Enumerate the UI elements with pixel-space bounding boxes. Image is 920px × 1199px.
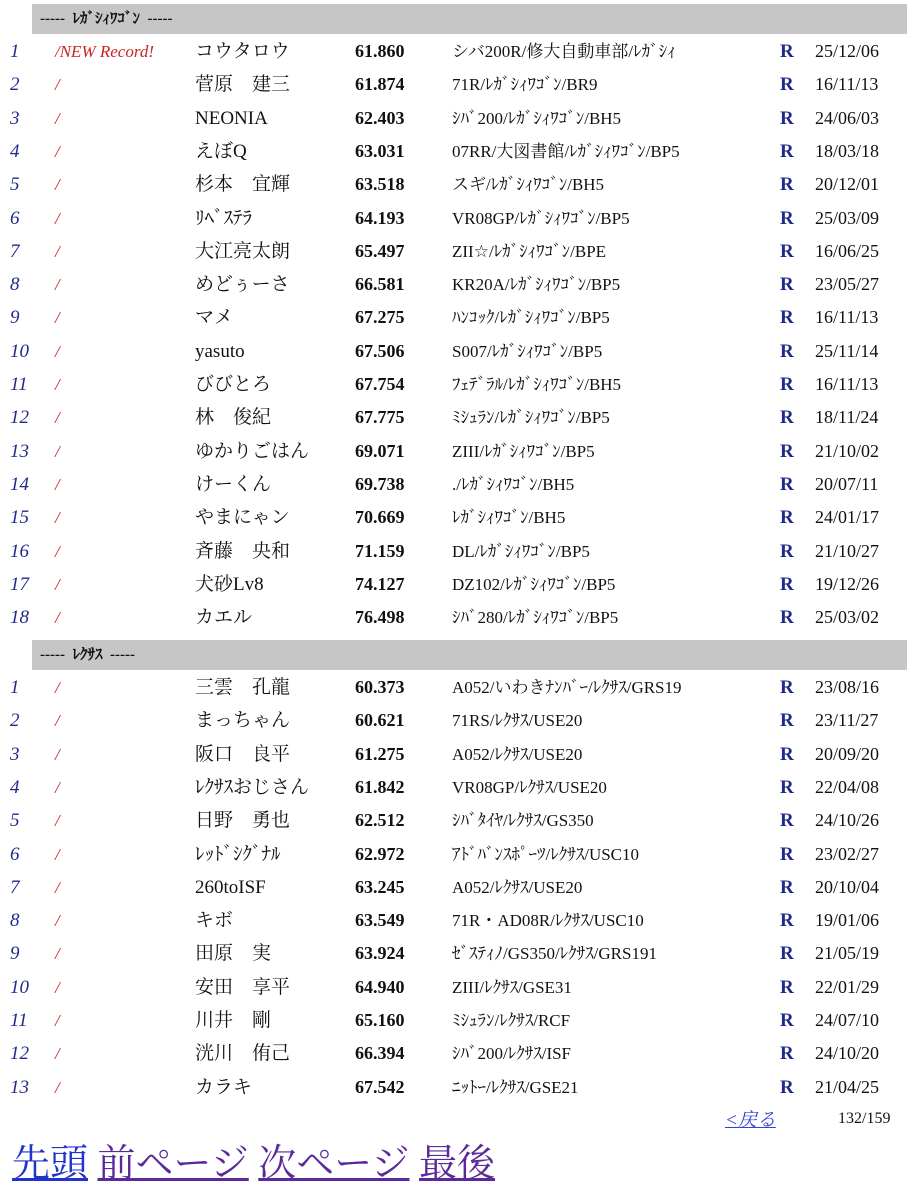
record-date: 20/09/20: [815, 743, 880, 764]
r-mark: R: [780, 976, 794, 998]
record-note: /: [55, 541, 60, 561]
record-note: /: [55, 744, 60, 764]
rank-number: 13: [10, 440, 29, 462]
rank-number: 11: [10, 1010, 28, 1031]
ranking-row: [0, 904, 920, 937]
ranking-row: [0, 871, 920, 904]
record-date: 24/01/17: [815, 507, 880, 528]
r-mark: R: [780, 107, 794, 129]
record-note: /: [55, 844, 60, 864]
lap-time: 61.275: [355, 743, 405, 764]
record-date: 23/11/27: [815, 710, 879, 731]
driver-name: 杉本 宜輝: [195, 174, 291, 196]
ranking-row: [0, 301, 920, 334]
r-mark: R: [780, 843, 794, 865]
driver-name: NEONIA: [195, 107, 268, 129]
machine-info: ｼﾊﾞﾀｲﾔ/ﾚｸｻｽ/GS350: [452, 811, 594, 831]
ranking-row: [0, 601, 920, 634]
machine-info: ﾐｼｭﾗﾝ/ﾚｸｻｽ/RCF: [452, 1011, 571, 1030]
r-mark: R: [780, 274, 794, 296]
driver-name: カエル: [195, 607, 253, 629]
ranking-row: [0, 202, 920, 235]
machine-info: VR08GP/ﾚｸｻｽ/USE20: [452, 777, 607, 797]
rank-number: 17: [10, 573, 29, 595]
ranking-row: [0, 804, 920, 837]
rank-number: 8: [10, 910, 20, 932]
driver-name: ﾚｯﾄﾞｼｸﾞﾅﾙ: [195, 843, 281, 865]
machine-info: ./ﾚｶﾞｼｨﾜｺﾞﾝ/BH5: [452, 474, 575, 494]
r-mark: R: [780, 374, 794, 395]
lap-time: 67.542: [355, 1076, 405, 1097]
record-date: 25/11/14: [815, 340, 879, 361]
record-date: 25/03/02: [815, 607, 880, 628]
record-date: 20/07/11: [815, 473, 879, 494]
rank-number: 5: [10, 174, 20, 196]
lap-time: 61.860: [355, 41, 405, 61]
r-mark: R: [780, 743, 794, 765]
rank-number: 7: [10, 876, 20, 898]
r-mark: R: [780, 307, 794, 329]
record-date: 25/03/09: [815, 207, 880, 228]
record-date: 24/06/03: [815, 107, 880, 128]
ranking-row: [0, 102, 920, 135]
record-note: /: [55, 141, 60, 161]
r-mark: R: [780, 573, 794, 595]
lap-time: 76.498: [355, 607, 405, 628]
driver-name: 川井 剛: [195, 1010, 272, 1031]
driver-name: ﾚｸｻｽおじさん: [195, 776, 310, 798]
next-page-link[interactable]: 次ページ: [258, 1143, 410, 1185]
driver-name: 斉藤 央和: [195, 540, 291, 562]
driver-name: 田原 実: [195, 943, 272, 965]
lap-time: 69.738: [355, 473, 405, 494]
machine-info: 71RS/ﾚｸｻｽ/USE20: [452, 711, 583, 731]
r-mark: R: [780, 677, 794, 698]
driver-name: ﾘﾍﾞｽﾃﾗ: [195, 207, 253, 229]
lap-time: 64.940: [355, 976, 405, 997]
machine-info: A052/ﾚｸｻｽ/USE20: [452, 877, 583, 897]
driver-name: 大江亮太朗: [195, 240, 291, 262]
page-counter: 132/159: [838, 1110, 891, 1127]
record-date: 24/10/20: [815, 1043, 880, 1064]
r-mark: R: [780, 540, 794, 562]
section-title: ----- ﾚｸｻｽ -----: [40, 647, 135, 663]
record-note: /: [55, 678, 60, 697]
driver-name: 安田 享平: [195, 976, 291, 998]
rank-number: 4: [10, 776, 20, 798]
lap-time: 65.497: [355, 240, 405, 261]
rank-number: 18: [10, 607, 29, 629]
record-date: 16/11/13: [815, 74, 879, 95]
machine-info: ｱﾄﾞﾊﾞﾝｽﾎﾟｰﾂ/ﾚｸｻｽ/USC10: [452, 844, 640, 864]
machine-info: S007/ﾚｶﾞｼｨﾜｺﾞﾝ/BP5: [452, 341, 603, 361]
ranking-row: [0, 971, 920, 1004]
ranking-row: [0, 671, 920, 704]
ranking-row: [0, 68, 920, 101]
driver-name: コウタロウ: [195, 41, 290, 62]
driver-name: 日野 勇也: [195, 810, 291, 832]
record-note: /: [55, 1077, 60, 1097]
machine-info: 71R・AD08R/ﾚｸｻｽ/USC10: [452, 911, 644, 931]
record-date: 19/01/06: [815, 910, 880, 931]
driver-name: 犬砂Lv8: [195, 573, 264, 595]
lap-time: 61.874: [355, 74, 405, 95]
lap-time: 71.159: [355, 540, 405, 561]
driver-name: 三雲 孔龍: [195, 677, 291, 698]
machine-info: ﾆｯﾄｰ/ﾚｸｻｽ/GSE21: [452, 1077, 579, 1097]
lap-time: 69.071: [355, 440, 405, 461]
record-note: /: [55, 977, 60, 997]
r-mark: R: [780, 140, 794, 162]
ranking-row: [0, 1037, 920, 1070]
r-mark: R: [780, 943, 794, 965]
pager: [12, 1140, 495, 1188]
prev-page-link[interactable]: 前ページ: [97, 1143, 249, 1185]
record-date: 18/11/24: [815, 407, 879, 428]
record-date: 16/06/25: [815, 240, 880, 261]
record-note: /: [55, 341, 60, 361]
record-note: /NEW Record!: [55, 42, 154, 61]
record-date: 22/01/29: [815, 976, 880, 997]
ranking-row: [0, 235, 920, 268]
driver-name: 菅原 建三: [195, 74, 291, 96]
r-mark: R: [780, 810, 794, 832]
record-note: /: [55, 1011, 60, 1030]
lap-time: 63.245: [355, 876, 405, 897]
record-note: /: [55, 75, 60, 95]
rank-number: 10: [10, 976, 29, 998]
ranking-row: [0, 568, 920, 601]
machine-info: 71R/ﾚｶﾞｼｨﾜｺﾞﾝ/BR9: [452, 75, 598, 95]
back-link[interactable]: <戻る: [725, 1110, 776, 1131]
r-mark: R: [780, 776, 794, 798]
r-mark: R: [780, 1010, 794, 1031]
ranking-row: [0, 401, 920, 434]
record-date: 24/10/26: [815, 810, 880, 831]
last-page-link[interactable]: 最後: [419, 1143, 496, 1185]
record-date: 20/12/01: [815, 174, 880, 195]
lap-time: 64.193: [355, 207, 405, 228]
r-mark: R: [780, 440, 794, 462]
r-mark: R: [780, 407, 794, 429]
ranking-row: [0, 1071, 920, 1104]
rank-number: 6: [10, 843, 20, 865]
record-note: /: [55, 208, 60, 228]
record-date: 16/11/13: [815, 307, 879, 328]
lap-time: 63.518: [355, 174, 405, 195]
record-note: /: [55, 608, 60, 628]
r-mark: R: [780, 174, 794, 196]
record-note: /: [55, 508, 60, 528]
lap-time: 66.581: [355, 274, 405, 295]
driver-name: yasuto: [195, 340, 245, 362]
record-note: /: [55, 574, 60, 594]
rank-number: 2: [10, 74, 20, 96]
ranking-row: [0, 738, 920, 771]
record-date: 23/05/27: [815, 274, 880, 295]
r-mark: R: [780, 1043, 794, 1065]
r-mark: R: [780, 710, 794, 732]
machine-info: ﾚｶﾞｼｨﾜｺﾞﾝ/BH5: [452, 508, 566, 528]
machine-info: ﾐｼｭﾗﾝ/ﾚｶﾞｼｨﾜｺﾞﾝ/BP5: [452, 408, 610, 428]
rank-number: 4: [10, 140, 20, 162]
ranking-row: [0, 268, 920, 301]
first-page-link[interactable]: 先頭: [12, 1143, 89, 1185]
record-note: /: [55, 408, 60, 428]
ranking-row: [0, 501, 920, 534]
record-date: 23/08/16: [815, 677, 880, 697]
r-mark: R: [780, 607, 794, 629]
record-note: /: [55, 308, 60, 328]
ranking-row: [0, 771, 920, 804]
record-note: /: [55, 1044, 60, 1064]
ranking-row: [0, 135, 920, 168]
r-mark: R: [780, 473, 794, 495]
driver-name: まっちゃん: [195, 710, 291, 732]
rank-number: 3: [10, 743, 20, 765]
lap-time: 63.549: [355, 910, 405, 931]
record-date: 16/11/13: [815, 374, 879, 394]
r-mark: R: [780, 1076, 794, 1098]
machine-info: A052/ﾚｸｻｽ/USE20: [452, 744, 583, 764]
driver-name: 林 俊紀: [195, 407, 272, 429]
record-date: 20/10/04: [815, 876, 880, 897]
section-header: [32, 640, 907, 670]
driver-name: カラキ: [195, 1076, 253, 1098]
ranking-row: [0, 168, 920, 201]
rank-number: 8: [10, 274, 20, 296]
rank-number: 3: [10, 107, 20, 129]
rank-number: 11: [10, 374, 28, 395]
lap-time: 62.972: [355, 843, 405, 864]
r-mark: R: [780, 876, 794, 898]
machine-info: ﾌｪﾃﾞﾗﾙ/ﾚｶﾞｼｨﾜｺﾞﾝ/BH5: [452, 375, 622, 394]
rank-number: 13: [10, 1076, 29, 1098]
record-date: 21/05/19: [815, 943, 880, 964]
rank-number: 9: [10, 307, 20, 329]
machine-info: 07RR/大図書館/ﾚｶﾞｼｨﾜｺﾞﾝ/BP5: [452, 141, 680, 161]
record-note: /: [55, 811, 60, 831]
record-note: /: [55, 175, 60, 195]
driver-name: やまにゃン: [195, 507, 290, 529]
driver-name: えぼQ: [195, 140, 247, 162]
record-date: 18/03/18: [815, 140, 880, 161]
driver-name: めどぅーさ: [195, 274, 290, 296]
rank-number: 6: [10, 207, 20, 229]
ranking-row: [0, 937, 920, 970]
record-date: 21/04/25: [815, 1076, 880, 1097]
machine-info: シバ200R/修大自動車部/ﾚｶﾞｼｨ: [452, 42, 676, 61]
machine-info: DZ102/ﾚｶﾞｼｨﾜｺﾞﾝ/BP5: [452, 574, 616, 594]
machine-info: スギ/ﾚｶﾞｼｨﾜｺﾞﾝ/BH5: [452, 175, 605, 195]
rank-number: 2: [10, 710, 20, 732]
machine-info: DL/ﾚｶﾞｼｨﾜｺﾞﾝ/BP5: [452, 541, 590, 561]
record-note: /: [55, 441, 60, 461]
record-note: /: [55, 375, 60, 394]
r-mark: R: [780, 74, 794, 96]
machine-info: ｼﾊﾞ200/ﾚｶﾞｼｨﾜｺﾞﾝ/BH5: [452, 108, 622, 128]
lap-time: 74.127: [355, 573, 405, 594]
machine-info: ZIII/ﾚｸｻｽ/GSE31: [452, 977, 572, 997]
machine-info: A052/いわきﾅﾝﾊﾞｰ/ﾚｸｻｽ/GRS19: [452, 678, 682, 697]
ranking-row: [0, 368, 920, 401]
driver-name: キボ: [195, 910, 234, 932]
ranking-row: [0, 335, 920, 368]
r-mark: R: [780, 910, 794, 932]
r-mark: R: [780, 41, 794, 62]
ranking-row: [0, 1004, 920, 1037]
lap-time: 60.373: [355, 677, 405, 697]
rank-number: 16: [10, 540, 29, 562]
rank-number: 12: [10, 1043, 29, 1065]
driver-name: びびとろ: [195, 374, 272, 395]
lap-time: 67.775: [355, 407, 405, 428]
record-note: /: [55, 777, 60, 797]
driver-name: 260toISF: [195, 876, 266, 898]
machine-info: ｼﾊﾞ200/ﾚｸｻｽ/ISF: [452, 1044, 572, 1064]
r-mark: R: [780, 207, 794, 229]
rank-number: 7: [10, 240, 20, 262]
lap-time: 62.512: [355, 810, 405, 831]
rank-number: 1: [10, 41, 20, 62]
lap-time: 60.621: [355, 710, 405, 731]
record-date: 21/10/02: [815, 440, 880, 461]
lap-time: 62.403: [355, 107, 405, 128]
rank-number: 15: [10, 507, 29, 529]
machine-info: ZIII/ﾚｶﾞｼｨﾜｺﾞﾝ/BP5: [452, 441, 595, 461]
r-mark: R: [780, 340, 794, 362]
record-note: /: [55, 108, 60, 128]
lap-time: 63.031: [355, 140, 405, 161]
driver-name: マメ: [195, 307, 234, 329]
record-note: /: [55, 944, 60, 964]
lap-time: 70.669: [355, 507, 405, 528]
rank-number: 14: [10, 473, 29, 495]
r-mark: R: [780, 507, 794, 529]
machine-info: ｾﾞｽﾃｨﾉ/GS350/ﾚｸｻｽ/GRS191: [452, 944, 657, 964]
machine-info: ｼﾊﾞ280/ﾚｶﾞｼｨﾜｺﾞﾝ/BP5: [452, 608, 619, 628]
ranking-row: [0, 535, 920, 568]
rank-number: 10: [10, 340, 29, 362]
record-note: /: [55, 711, 60, 731]
record-note: /: [55, 474, 60, 494]
lap-time: 67.754: [355, 374, 405, 394]
record-note: /: [55, 275, 60, 295]
record-date: 21/10/27: [815, 540, 880, 561]
record-date: 24/07/10: [815, 1010, 880, 1030]
rank-number: 9: [10, 943, 20, 965]
ranking-row: [0, 838, 920, 871]
machine-info: VR08GP/ﾚｶﾞｼｨﾜｺﾞﾝ/BP5: [452, 208, 630, 228]
driver-name: ゆかりごはん: [195, 440, 310, 462]
lap-time: 65.160: [355, 1010, 405, 1030]
lap-time: 67.506: [355, 340, 405, 361]
machine-info: KR20A/ﾚｶﾞｼｨﾜｺﾞﾝ/BP5: [452, 275, 621, 295]
record-note: /: [55, 911, 60, 931]
record-note: /: [55, 241, 60, 261]
record-date: 22/04/08: [815, 776, 880, 797]
ranking-row: [0, 435, 920, 468]
ranking-row: [0, 35, 920, 68]
driver-name: けーくん: [195, 473, 272, 495]
lap-time: 63.924: [355, 943, 405, 964]
rank-number: 1: [10, 677, 20, 698]
record-date: 25/12/06: [815, 41, 880, 61]
machine-info: ZII☆/ﾚｶﾞｼｨﾜｺﾞﾝ/BPE: [452, 241, 607, 261]
rank-number: 12: [10, 407, 29, 429]
section-header: [32, 4, 907, 34]
section-title: ----- ﾚｶﾞｼｨﾜｺﾞﾝ -----: [40, 11, 173, 27]
machine-info: ﾊﾝｺｯｸ/ﾚｶﾞｼｨﾜｺﾞﾝ/BP5: [452, 308, 610, 328]
lap-time: 67.275: [355, 307, 405, 328]
lap-time: 61.842: [355, 776, 405, 797]
record-date: 19/12/26: [815, 573, 880, 594]
lap-time: 66.394: [355, 1043, 405, 1064]
record-note: /: [55, 877, 60, 897]
ranking-row: [0, 468, 920, 501]
driver-name: 阪口 良平: [195, 743, 291, 765]
ranking-row: [0, 704, 920, 737]
record-date: 23/02/27: [815, 843, 880, 864]
r-mark: R: [780, 240, 794, 262]
driver-name: 洸川 侑己: [195, 1043, 291, 1065]
rank-number: 5: [10, 810, 20, 832]
